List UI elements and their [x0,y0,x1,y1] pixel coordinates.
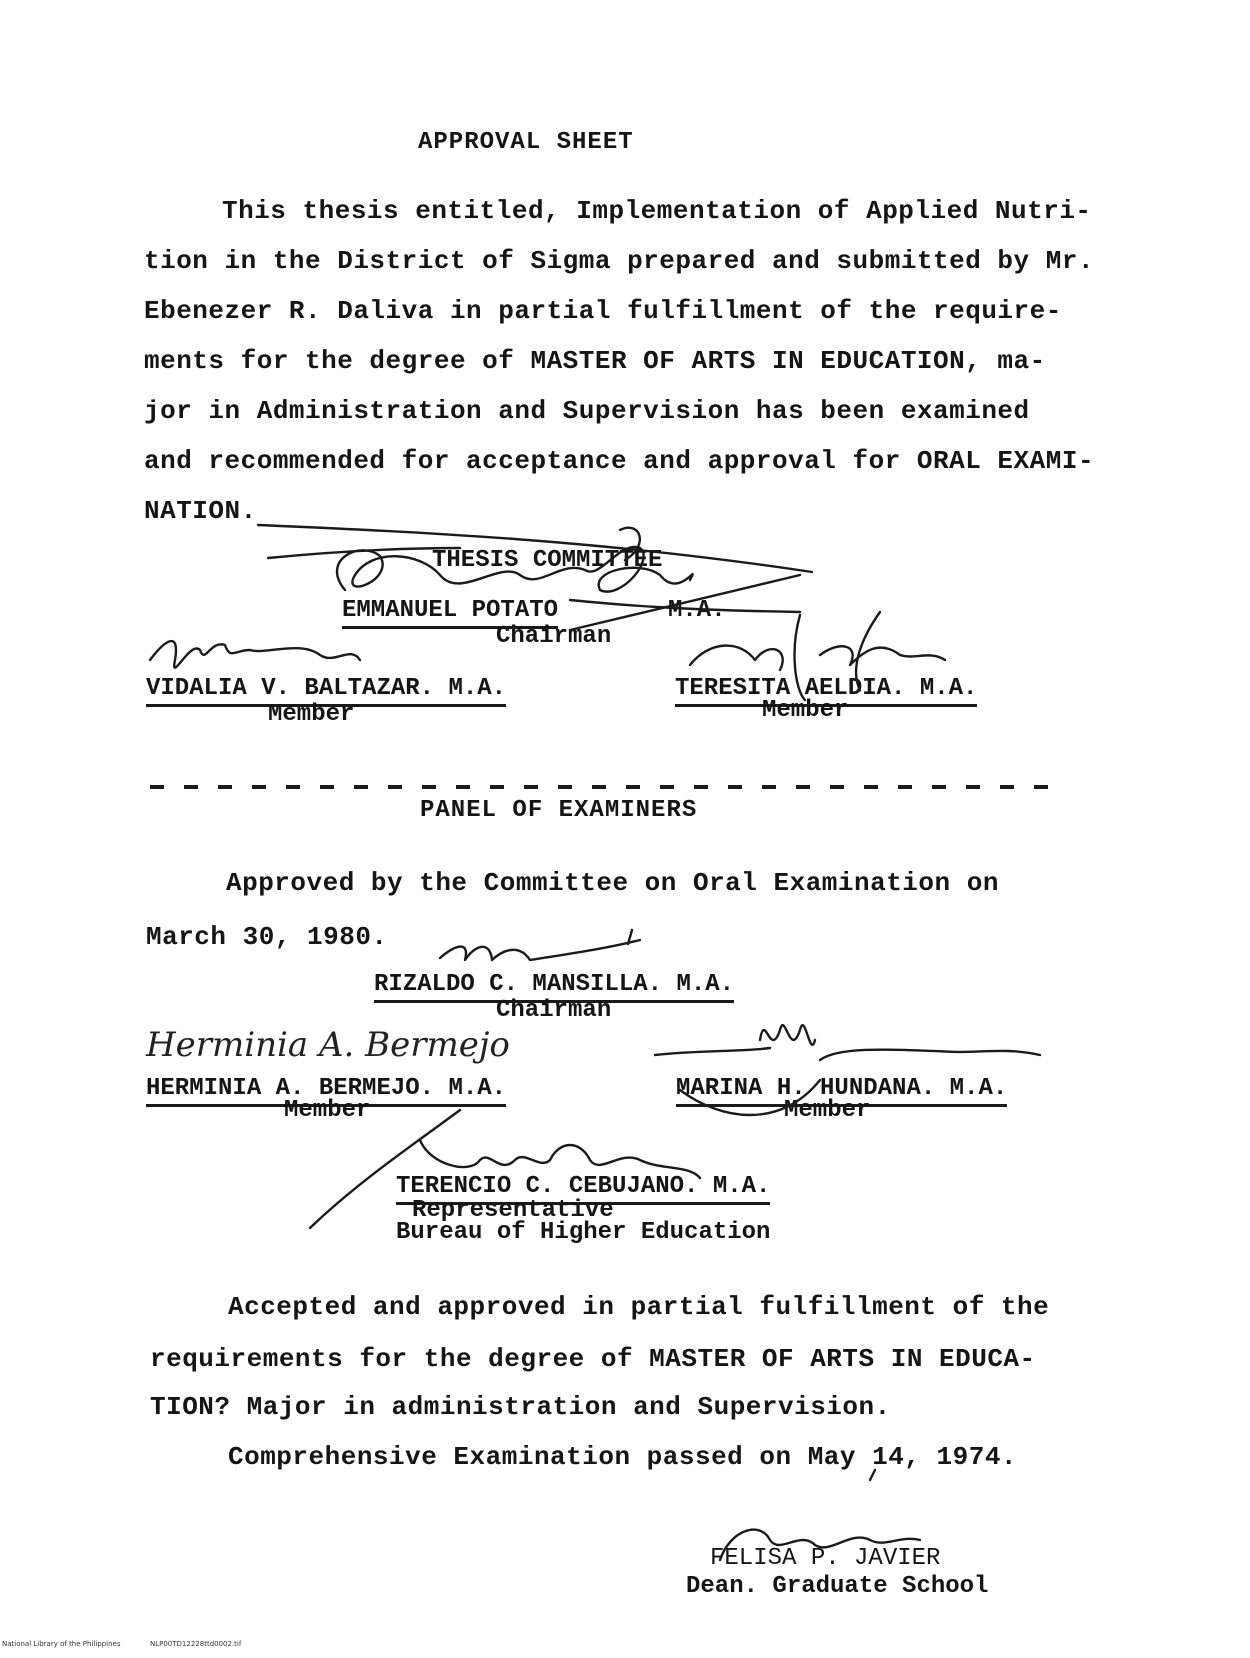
paragraph-line: Accepted and approved in partial fulfillment of the [228,1292,1050,1322]
representative-name: TERENCIO C. CEBUJANO. M.A. [396,1172,770,1205]
paragraph-line: Ebenezer R. Daliva in partial fulfillment of the require- [144,296,1062,326]
panel-member-left-role: Member [284,1097,371,1124]
dean-role: Dean. Graduate School [686,1573,989,1600]
dean-name: FELISA P. JAVIER [710,1545,941,1572]
committee-chairman-role: Chairman [496,623,612,650]
footer-library-label: National Library of the Philippines [2,1640,121,1648]
representative-office: Bureau of Higher Education [396,1219,771,1246]
paragraph-line: ments for the degree of MASTER OF ARTS IN EDUCATION, ma- [144,346,1046,376]
committee-member-right-name: TERESITA AELDIA. M.A. [675,674,977,707]
section-divider [150,785,1060,789]
footer-file-label: NLP00TD12228ttd0002.tif [150,1640,242,1648]
committee-member-left-name: VIDALIA V. BALTAZAR. M.A. [146,674,506,707]
panel-member-right-name: MARINA H. HUNDANA. M.A. [676,1074,1007,1107]
panel-chairman-role: Chairman [496,997,612,1024]
signature-baltazar [150,641,360,668]
paragraph-line: tion in the District of Sigma prepared and submitted by Mr. [144,246,1095,276]
thesis-committee-heading: THESIS COMMITTEE [432,547,663,574]
panel-chairman-name: RIZALDO C. MANSILLA. M.A. [374,970,734,1003]
panel-heading: PANEL OF EXAMINERS [420,797,698,824]
committee-chairman-name: EMMANUEL POTATO [342,596,558,629]
panel-member-right-role: Member [784,1097,871,1124]
representative-role: Representative [412,1197,614,1224]
paragraph-line: This thesis entitled, Implementation of Applied Nutri- [222,196,1092,226]
committee-member-right-role: Member [762,697,849,724]
comprehensive-exam-line: Comprehensive Examination passed on May 14, 1974. [228,1442,1018,1472]
paragraph-line: NATION. [144,496,257,526]
page-title: APPROVAL SHEET [418,129,634,156]
committee-chairman-degree: M.A. [668,597,726,624]
paragraph-line: and recommended for acceptance and approval for ORAL EXAMI- [144,446,1095,476]
approved-line: Approved by the Committee on Oral Examination on [226,868,999,898]
panel-member-left-signature: Herminia A. Bermejo [146,1025,510,1065]
paragraph-line: requirements for the degree of MASTER OF ARTS IN EDUCA- [150,1344,1036,1374]
committee-member-left-role: Member [268,701,355,728]
approval-date: March 30, 1980. [146,922,388,952]
signature-mansilla [440,930,640,960]
paragraph-line: TION? Major in administration and Supervision. [150,1392,891,1422]
panel-member-left-name: HERMINIA A. BERMEJO. M.A. [146,1074,506,1107]
paragraph-line: jor in Administration and Supervision has been examined [144,396,1030,426]
